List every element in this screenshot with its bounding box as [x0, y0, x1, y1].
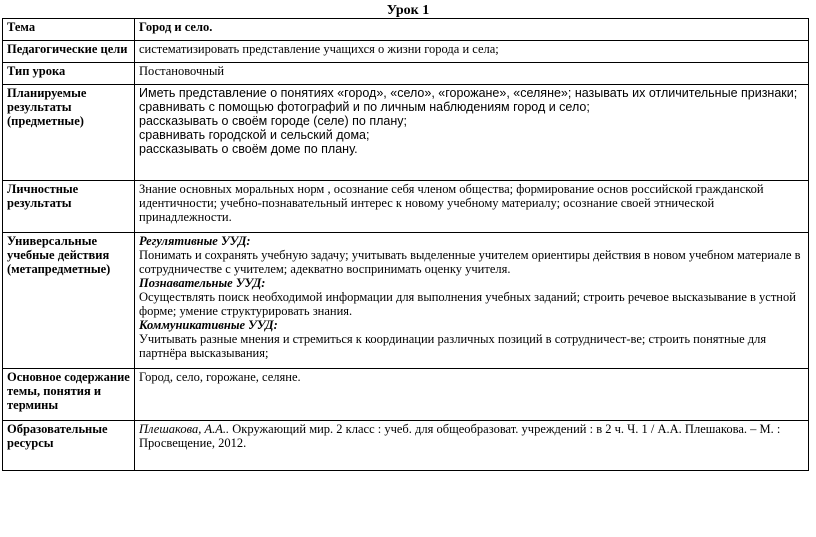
value-main-content: Город, село, горожане, селяне. [135, 369, 809, 421]
value-personal-results: Знание основных моральных норм , осознание себя членом общества; формирование основ российской гражданской идентичности; учебно-познавательный интерес к новому учебному материалу; осознание своей этнической принадлежности. [135, 181, 809, 233]
row-goals [3, 41, 809, 63]
cognitive-text: Осуществлять поиск необходимой информации для выполнения учебных заданий; строить речевое высказывание в устной форме; умение структурировать знания. [139, 290, 796, 318]
communicative-heading: Коммуникативные УУД: [139, 318, 278, 332]
value-universal-actions [135, 233, 809, 369]
row-lesson-type [3, 63, 809, 85]
row-main-content [3, 369, 809, 421]
label-main-content: Основное содержание темы, понятия и термины [3, 369, 135, 421]
label-topic: Тема [3, 19, 135, 41]
value-planned-results [135, 85, 809, 181]
planned-line-4: сравнивать городской и сельский дома; [139, 128, 370, 142]
row-planned-results [3, 85, 809, 181]
planned-line-1: Иметь представление о понятиях «город», «село», «горожане», «селяне»; называть их отличительные признаки; [139, 86, 798, 100]
planned-line-2: сравнивать с помощью фотографий и по личным наблюдениям город и село; [139, 100, 590, 114]
label-resources: Образовательные ресурсы [3, 421, 135, 471]
cognitive-heading: Познавательные УУД: [139, 276, 266, 290]
regulative-text: Понимать и сохранять учебную задачу; учитывать выделенные учителем ориентиры действия в новом учебном материале в сотрудничестве с учителем; адекватно воспринимать оценку учителя. [139, 248, 801, 276]
resource-author: Плешакова, А.А.. [139, 422, 230, 436]
communicative-text: Учитывать разные мнения и стремиться к координации различных позиций в сотрудничест-ве; строить понятные для партнёра высказывания; [139, 332, 767, 360]
label-goals: Педагогические цели [3, 41, 135, 63]
value-resources [135, 421, 809, 471]
value-topic: Город и село. [135, 19, 809, 41]
planned-line-5: рассказывать о своём доме по плану. [139, 142, 358, 156]
row-topic [3, 19, 809, 41]
value-goals: систематизировать представление учащихся о жизни города и села; [135, 41, 809, 63]
planned-line-3: рассказывать о своём городе (селе) по плану; [139, 114, 407, 128]
lesson-plan-table [2, 18, 809, 471]
row-universal-actions [3, 233, 809, 369]
row-resources [3, 421, 809, 471]
row-personal-results [3, 181, 809, 233]
label-universal-actions: Универсальные учебные действия (метапредметные) [3, 233, 135, 369]
regulative-heading: Регулятивные УУД: [139, 234, 251, 248]
value-lesson-type: Постановочный [135, 63, 809, 85]
label-lesson-type: Тип урока [3, 63, 135, 85]
label-personal-results: Личностные результаты [3, 181, 135, 233]
label-planned-results: Планируемые результаты (предметные) [3, 85, 135, 181]
resource-citation: Окружающий мир. 2 класс : учеб. для общеобразоват. учреждений : в 2 ч. Ч. 1 / А.А. Плешакова. – М. : Просвещение, 2012. [139, 422, 781, 450]
page-title: Урок 1 [386, 3, 430, 18]
